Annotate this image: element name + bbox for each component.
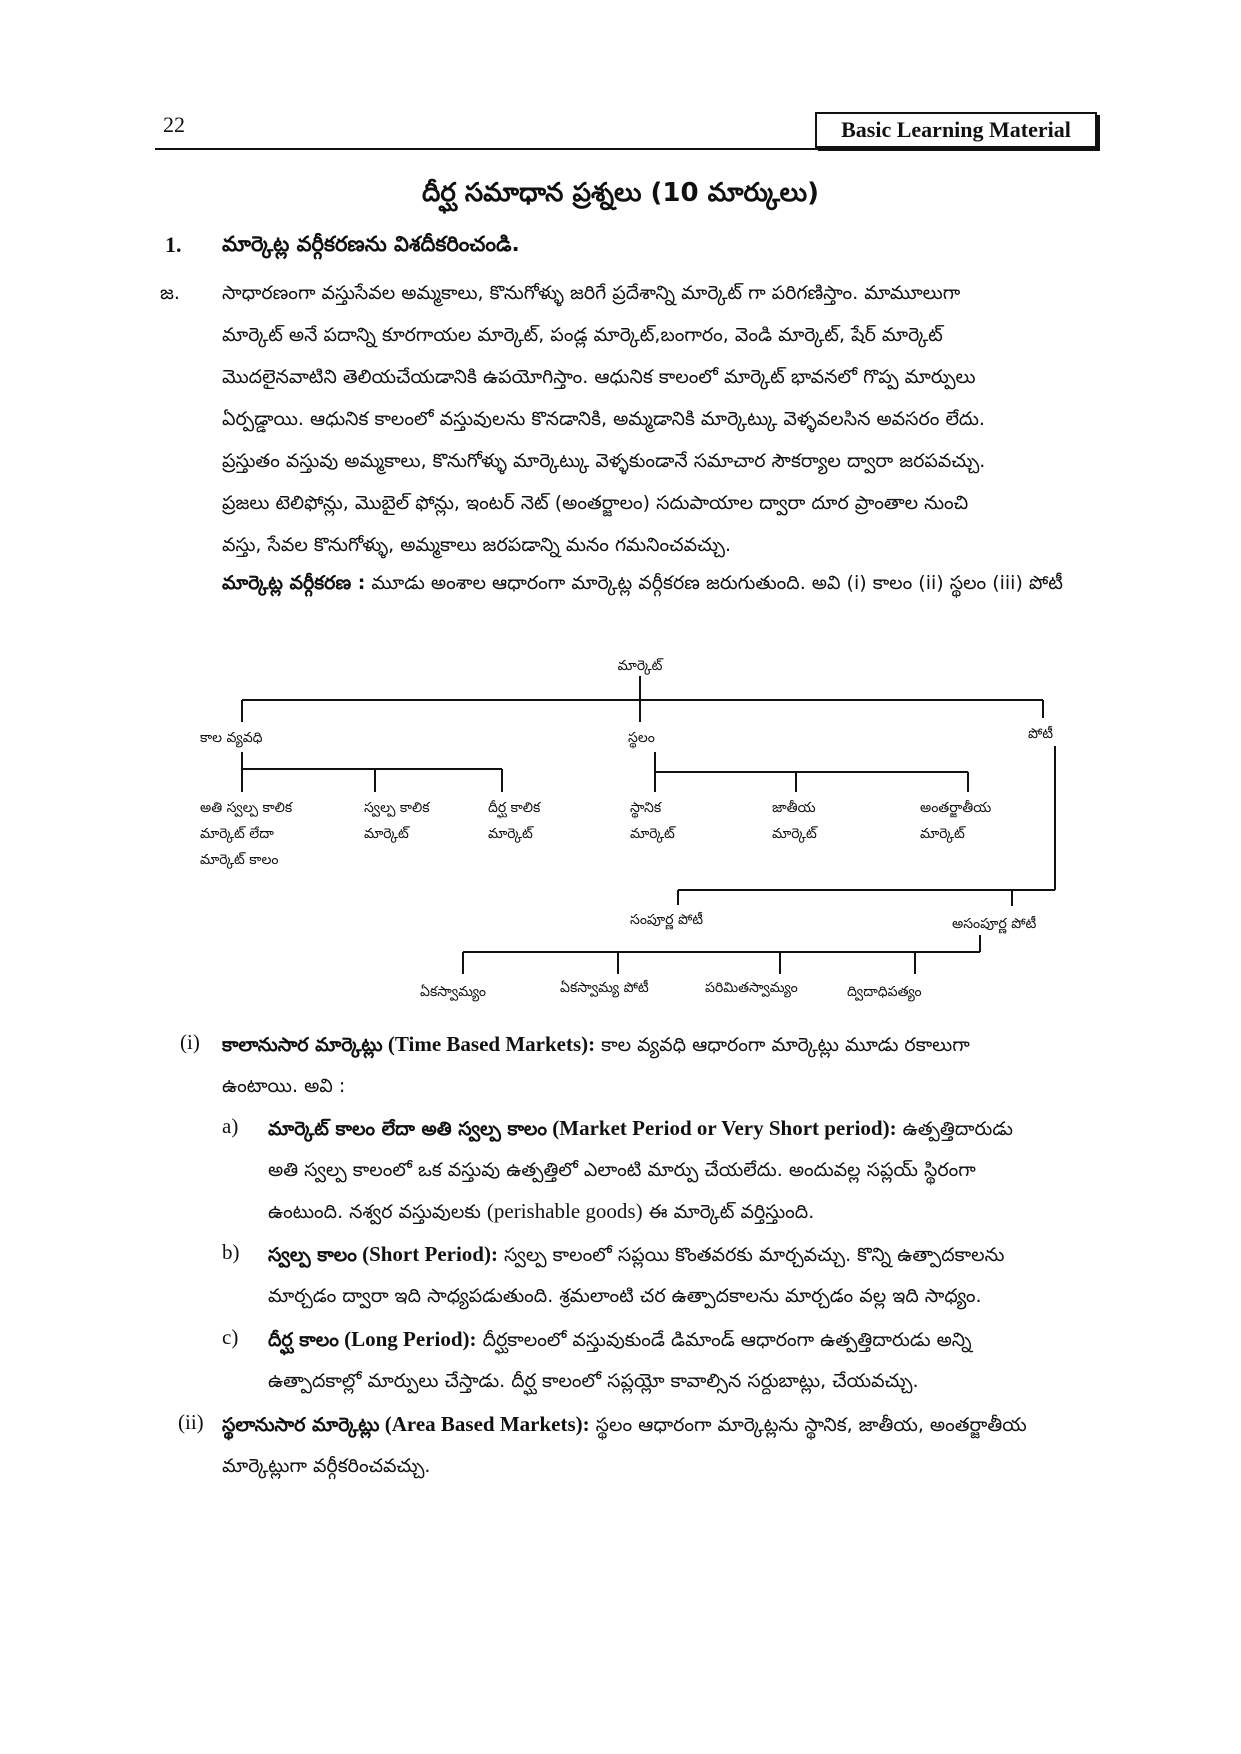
tree-very-short-1: అతి స్వల్ప కాలిక	[200, 800, 293, 816]
section-b-line: మార్చడం ద్వారా ఇది సాధ్యపడుతుంది. శ్రమలాంటి చర ఉత్పాదకాలను మార్చడం వల్ల ఇది సాధ్యం.	[268, 1285, 982, 1307]
section-i-line: ఉంటాయి. అవి :	[222, 1075, 346, 1097]
question-text: మార్కెట్ల వర్గీకరణను విశదీకరించండి.	[222, 232, 520, 256]
tree-oligopoly: పరిమితస్వామ్యం	[705, 980, 798, 996]
tree-very-short-3: మార్కెట్ కాలం	[200, 852, 279, 868]
tree-local-1: స్థానిక	[630, 800, 662, 816]
tree-perfect: సంపూర్ణ పోటీ	[630, 912, 704, 928]
section-heading: దీర్ఘ సమాధాన ప్రశ్నలు (10 మార్కులు)	[422, 178, 819, 208]
tree-long-1: దీర్ఘ కాలిక	[488, 800, 541, 816]
section-ii-title: స్థలానుసార మార్కెట్లు	[222, 1414, 380, 1436]
tree-short-2: మార్కెట్	[364, 826, 409, 842]
section-i-title: కాలానుసార మార్కెట్లు	[222, 1034, 383, 1056]
answer-line: ఏర్పడ్డాయి. ఆధునిక కాలంలో వస్తువులను కొనడానికి, అమ్మడానికి మార్కెట్కు వెళ్ళవలసిన అవసరం లేదు.	[222, 408, 985, 430]
section-c-marker: c)	[222, 1325, 239, 1349]
answer-marker: జ.	[160, 282, 180, 304]
tree-time: కాల వ్యవధి	[200, 730, 263, 746]
classification-text: మూడు అంశాల ఆధారంగా మార్కెట్ల వర్గీకరణ జరుగుతుంది. అవి (i) కాలం (ii) స్థలం (iii) పోటీ	[365, 572, 1063, 594]
tree-short-1: స్వల్ప కాలిక	[364, 800, 430, 816]
section-a	[268, 1108, 1108, 1233]
section-i-marker: (i)	[180, 1030, 200, 1054]
section-c-line: ఉత్పాదకాల్లో మార్పులు చేస్తాడు. దీర్ఘ కాలంలో సప్లయ్లో కావాల్సిన సర్దుబాట్లు, చేయవచ్చు.	[268, 1370, 919, 1392]
tree-very-short-2: మార్కెట్ లేదా	[200, 826, 274, 842]
tree-national-2: మార్కెట్	[772, 826, 817, 842]
section-ii-line: స్థలం ఆధారంగా మార్కెట్లను స్థానిక, జాతీయ, అంతర్జాతీయ	[589, 1414, 1027, 1436]
section-a-perishable: (perishable goods)	[486, 1199, 643, 1223]
tree-duopoly: ద్విదాధిపత్యం	[847, 984, 922, 1000]
section-a-line: అతి స్వల్ప కాలంలో ఒక వస్తువు ఉత్పత్తిలో ఎలాంటి మార్పు చేయలేదు. అందువల్ల సప్లయ్ స్థిరంగా	[268, 1159, 976, 1181]
classification-paragraph	[222, 562, 1102, 604]
section-a-marker: a)	[222, 1114, 239, 1138]
section-b-title: స్వల్ప కాలం	[268, 1244, 357, 1266]
tree-root: మార్కెట్	[617, 658, 663, 674]
section-c-line: దీర్ఘకాలంలో వస్తువుకుండే డిమాండ్ ఆధారంగా ఉత్పత్తిదారుడు అన్ని	[476, 1329, 972, 1351]
section-a-line: ఈ మార్కెట్ వర్తిస్తుంది.	[642, 1201, 815, 1223]
section-i-line: కాల వ్యవధి ఆధారంగా మార్కెట్లు మూడు రకాలుగా	[595, 1034, 970, 1056]
answer-line: సాధారణంగా వస్తుసేవల అమ్మకాలు, కొనుగోళ్ళు జరిగే ప్రదేశాన్ని మార్కెట్ గా పరిగణిస్తాం. మామూలుగా	[222, 282, 961, 304]
section-ii-line: మార్కెట్లుగా వర్గీకరించవచ్చు.	[222, 1455, 431, 1477]
tree-monopolistic: ఏకస్వామ్య పోటీ	[560, 980, 649, 996]
section-c-title-en: (Long Period):	[338, 1327, 477, 1351]
section-a-line: ఉత్పత్తిదారుడు	[896, 1118, 1013, 1140]
answer-line: ప్రస్తుతం వస్తువు అమ్మకాలు, కొనుగోళ్ళు మార్కెట్కు వెళ్ళకుండానే సమాచార సౌకర్యాల ద్వారా జరపవచ్చు.	[222, 450, 986, 472]
question-number: 1.	[165, 232, 182, 257]
section-ii-marker: (ii)	[178, 1410, 204, 1434]
classification-label: మార్కెట్ల వర్గీకరణ :	[222, 572, 366, 594]
tree-competition: పోటీ	[1028, 726, 1054, 742]
answer-line: ప్రజలు టెలిఫోన్లు, మొబైల్ ఫోన్లు, ఇంటర్ నెట్ (అంతర్జాలం) సదుపాయాల ద్వారా దూర ప్రాంతాల నుంచి	[222, 492, 969, 514]
section-b	[268, 1234, 1108, 1317]
section-a-line: ఉంటుంది. నశ్వర వస్తువులకు	[268, 1201, 487, 1223]
answer-line: మార్కెట్ అనే పదాన్ని కూరగాయల మార్కెట్, పండ్ల మార్కెట్,బంగారం, వెండి మార్కెట్, షేర్ మార్కెట్	[222, 324, 943, 346]
tree-imperfect: అసంపూర్ణ పోటీ	[952, 916, 1037, 932]
section-b-marker: b)	[222, 1240, 240, 1264]
section-i	[222, 1024, 1102, 1107]
section-ii-title-en: (Area Based Markets):	[379, 1412, 590, 1436]
section-c	[268, 1319, 1108, 1402]
tree-international-2: మార్కెట్	[920, 826, 965, 842]
section-ii	[222, 1404, 1102, 1487]
tree-local-2: మార్కెట్	[630, 826, 675, 842]
book-title: Basic Learning Material	[841, 117, 1071, 142]
tree-national-1: జాతీయ	[772, 800, 816, 816]
answer-paragraph	[222, 272, 1102, 566]
section-i-title-en: (Time Based Markets):	[382, 1032, 596, 1056]
section-b-line: స్వల్ప కాలంలో సప్లయి కొంతవరకు మార్చవచ్చు. కొన్ని ఉత్పాదకాలను	[497, 1244, 1005, 1266]
market-classification-tree	[0, 650, 1241, 1010]
section-a-title-en: (Market Period or Very Short period):	[547, 1116, 897, 1140]
tree-international-1: అంతర్జాతీయ	[920, 800, 992, 816]
section-a-title: మార్కెట్ కాలం లేదా అతి స్వల్ప కాలం	[268, 1118, 548, 1140]
tree-long-2: మార్కెట్	[488, 826, 533, 842]
section-b-title-en: (Short Period):	[356, 1242, 498, 1266]
tree-area: స్థలం	[628, 730, 655, 746]
section-c-title: దీర్ఘ కాలం	[268, 1329, 339, 1351]
page-number: 22	[163, 112, 185, 137]
tree-monopoly: ఏకస్వామ్యం	[420, 984, 486, 1000]
header-rule	[155, 148, 1098, 150]
book-title-box	[815, 112, 1097, 148]
answer-line: వస్తు, సేవల కొనుగోళ్ళు, అమ్మకాలు జరపడాన్ని మనం గమనించవచ్చు.	[222, 534, 732, 556]
answer-line: మొదలైనవాటిని తెలియచేయడానికి ఉపయోగిస్తాం. ఆధునిక కాలంలో మార్కెట్ భావనలో గొప్ప మార్పులు	[222, 366, 976, 388]
